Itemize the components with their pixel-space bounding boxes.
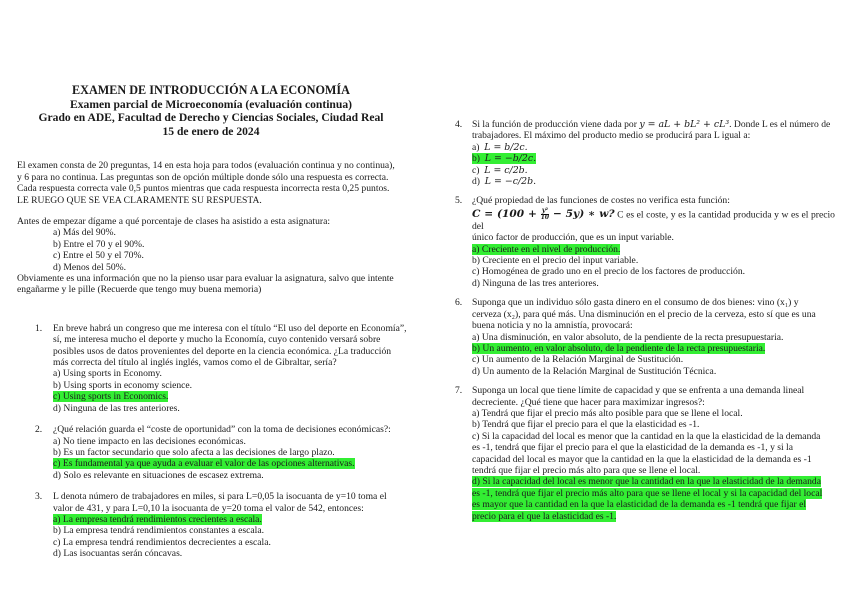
highlighted-answer: a) La empresa tendrá rendimientos crecientes a escala. [53, 513, 262, 525]
highlighted-answer: c) Using sports in Economics. [53, 391, 169, 403]
option-d[interactable] [472, 278, 835, 289]
stem-line: En breve habrá un congreso que me interesa con el título “El uso del deporte en Economía”, [53, 322, 407, 334]
formula-part: C = (100 + [472, 208, 537, 221]
left-column [17, 84, 414, 560]
question-number: 7. [455, 385, 463, 397]
stem-line: posibles usos de datos provenientes del deporte en la ciencia económica. ¿La traducción [53, 345, 392, 357]
option-c[interactable] [472, 266, 835, 277]
option-d-selected[interactable] [472, 476, 835, 522]
option-formula: L = c/2b. [484, 164, 528, 176]
notice-line: Obviamente es una información que no la pienso usar para evaluar la asignatura, salvo que intente [17, 273, 394, 285]
question-stem [472, 195, 835, 243]
question-options [472, 332, 835, 378]
option-b-selected[interactable] [472, 343, 835, 354]
option-text: d) Un aumento de la Relación Marginal de Sustitución Técnica. [472, 365, 717, 377]
option-text: a) Using sports in Economy. [53, 368, 162, 380]
question-6 [455, 297, 835, 377]
option-label: a) [472, 141, 480, 153]
question-3 [17, 491, 414, 559]
option-a[interactable] [53, 368, 414, 379]
stem-line: valor de 431, y para L=0,10 la isocuanta de y=20 toma el valor de 542, entonces: [53, 502, 364, 514]
question-options [472, 142, 835, 188]
stem-line: único factor de producción, que es un input variable. [472, 232, 674, 244]
attendance-notice [17, 273, 414, 296]
highlighted-answer: precio para el que la elasticidad es -1. [472, 510, 617, 522]
option-text: d) Solo es relevante en situaciones de escasez extrema. [53, 469, 264, 481]
option-a[interactable] [472, 332, 835, 343]
fraction-denominator: 10 [540, 213, 550, 221]
stem-line [472, 119, 835, 130]
option-line: es -1, tendrá que fijar el precio para el que la elasticidad de la demanda es -1, y si la [472, 442, 793, 454]
question-stem [472, 297, 835, 331]
exam-subtitle: Examen parcial de Microeconomía (evaluación continua) [70, 97, 352, 111]
option-b[interactable] [53, 447, 414, 458]
question-4 [455, 119, 835, 187]
exam-header [17, 84, 405, 138]
highlighted-answer [472, 153, 536, 164]
instructions-line: El examen consta de 20 preguntas, 14 en esta hoja para todos (evaluación continua y no continua), [17, 160, 395, 172]
option-label: c) [472, 164, 480, 176]
option-line: capacidad del local es mayor que la cantidad en la que la elasticidad de la demanda es -1 [472, 453, 812, 465]
option-d[interactable] [53, 470, 414, 481]
question-stem [472, 385, 835, 408]
option-text: a) Tendrá que fijar el precio más alto posible para que se llene el local. [472, 407, 743, 419]
exam-faculty: Grado en ADE, Facultad de Derecho y Ciencias Sociales, Ciudad Real [38, 111, 384, 125]
highlighted-answer: c) Es fundamental ya que ayuda a evaluar el valor de las opciones alternativas. [53, 458, 355, 470]
question-stem [53, 424, 414, 435]
option-line: tendrá que fijar el precio más alto para que se llene el local. [472, 464, 701, 476]
option-text: d) Ninguna de las tres anteriores. [472, 277, 599, 289]
question-1 [17, 323, 414, 414]
option-b[interactable] [53, 525, 414, 536]
question-7 [455, 385, 835, 522]
option-formula: L = −c/2b. [484, 176, 537, 188]
option-b[interactable] [472, 255, 835, 266]
option-c[interactable] [53, 537, 414, 548]
stem-line: Suponga que un individuo sólo gasta dinero en el consumo de dos bienes: vino (x₁) y [472, 297, 799, 309]
exam-title: EXAMEN DE INTRODUCCIÓN A LA ECONOMÍA [72, 83, 350, 97]
stem-text: . Donde L es el número de [729, 119, 831, 130]
question-options [472, 408, 835, 522]
option-d[interactable] [53, 403, 414, 414]
option-c-selected[interactable] [53, 458, 414, 469]
stem-line [472, 208, 835, 232]
stem-line: buena noticia y no la amnistía, provocará: [472, 320, 633, 332]
instructions-line: y 6 para no continua. Las preguntas son de opción múltiple donde sólo una respuesta es correcta. [17, 171, 389, 183]
highlighted-answer: d) Si la capacidad del local es menor que la cantidad en la que la elasticidad de la demanda [472, 476, 821, 488]
stem-text: C es el coste, y es la cantidad producida y w es el precio del [472, 209, 835, 232]
stem-line: L denota número de trabajadores en miles, si para L=0,05 la isocuanta de y=10 toma el [53, 491, 387, 503]
option-label: d) [472, 176, 480, 188]
question-options [472, 244, 835, 290]
attendance-option-d[interactable]: d) Menos del 50%. [53, 261, 127, 273]
attendance-option-c[interactable]: c) Entre el 50 y el 70%. [53, 250, 144, 262]
option-c[interactable] [472, 354, 835, 365]
notice-line: engañarme y le pille (Recuerde que tengo muy buena memoria) [17, 284, 262, 296]
option-a-selected[interactable] [53, 514, 414, 525]
instructions-line: LE RUEGO QUE SE VEA CLARAMENTE SU RESPUESTA. [17, 194, 262, 206]
question-number: 1. [35, 322, 43, 334]
option-b-selected[interactable] [472, 153, 835, 164]
option-text: c) Un aumento de la Relación Marginal de Sustitución. [472, 354, 684, 366]
option-text: b) La empresa tendrá rendimientos constantes a escala. [53, 525, 264, 537]
stem-line: cerveza (x₂), para qué más. Una disminución en el precio de la cerveza, esto sí que es una [472, 308, 816, 320]
option-a[interactable] [472, 408, 835, 419]
question-stem [472, 119, 835, 142]
option-d[interactable] [472, 366, 835, 377]
option-text: b) Creciente en el precio del input variable. [472, 255, 639, 267]
option-text: c) La empresa tendrá rendimientos decrecientes a escala. [53, 536, 271, 548]
option-text: d) Las isocuantas serán cóncavas. [53, 548, 183, 560]
question-2 [17, 424, 414, 481]
stem-line: ¿Qué propiedad de las funciones de costes no verifica esta función: [472, 195, 730, 207]
option-a[interactable] [472, 142, 835, 153]
option-text: c) Homogénea de grado uno en el precio de los factores de producción. [472, 266, 746, 278]
stem-line: ¿Qué relación guarda el “coste de oportunidad” con la toma de decisiones económicas?: [53, 424, 391, 436]
option-text: a) No tiene impacto en las decisiones económicas. [53, 435, 246, 447]
highlighted-answer: es mayor que la cantidad en la que la elasticidad de la demanda es -1 tendrá que fijar el [472, 499, 807, 511]
cost-formula [472, 208, 615, 220]
attendance-option-b[interactable]: b) Entre el 70 y el 90%. [53, 238, 145, 250]
formula-part: − 5y) ∗ w? [552, 208, 615, 221]
option-a-selected[interactable] [472, 244, 835, 255]
production-formula: y = aL + bL² + cL³ [639, 119, 730, 130]
option-text: b) Es un factor secundario que solo afecta a las decisiones de largo plazo. [53, 446, 335, 458]
option-c[interactable] [472, 431, 835, 477]
stem-line: decreciente. ¿Qué tiene que hacer para maximizar ingresos?: [472, 396, 705, 408]
instructions-line: Cada respuesta correcta vale 0,5 puntos mientras que cada respuesta incorrecta resta 0,25 puntos. [17, 183, 390, 195]
option-formula: L = −b/2c. [484, 153, 537, 165]
attendance-option-a[interactable]: a) Más del 90%. [53, 227, 116, 239]
right-column [455, 119, 835, 522]
fraction-numerator: y² [541, 206, 548, 214]
question-number: 4. [455, 119, 463, 130]
option-line: c) Si la capacidad del local es menor que la cantidad en la que la elasticidad de la demanda [472, 430, 821, 442]
stem-line: trabajadores. El máximo del producto medio se producirá para L igual a: [472, 130, 751, 142]
option-text: b) Tendrá que fijar el precio para el que la elasticidad es -1. [472, 419, 700, 431]
option-d[interactable] [472, 176, 835, 187]
question-number: 6. [455, 297, 463, 309]
question-options [53, 514, 414, 560]
attendance-options [17, 227, 414, 273]
option-b[interactable] [472, 419, 835, 430]
stem-line: más correcta del título al inglés inglés, vamos como el de Gibraltar, sería? [53, 357, 337, 369]
highlighted-answer: es -1, tendrá que fijar el precio más alto para que se llene el local y si la capacidad del local [472, 487, 823, 499]
attendance-question [17, 216, 414, 296]
option-d[interactable] [53, 548, 414, 559]
highlighted-answer: b) Un aumento, en valor absoluto, de la pendiente de la recta presupuestaria. [472, 342, 766, 354]
question-number: 3. [35, 491, 43, 503]
option-text: b) Using sports in economy science. [53, 379, 193, 391]
question-options [53, 436, 414, 482]
option-b[interactable] [53, 380, 414, 391]
option-text: d) Ninguna de las tres anteriores. [53, 402, 180, 414]
exam-instructions [17, 160, 414, 206]
question-5 [455, 195, 835, 289]
option-c-selected[interactable] [53, 391, 414, 402]
option-a[interactable] [53, 436, 414, 447]
option-text: a) Una disminución, en valor absoluto, de la pendiente de la recta presupuestaria. [472, 331, 784, 343]
question-number: 5. [455, 195, 463, 207]
question-number: 2. [35, 424, 43, 436]
stem-line: sí, me interesa mucho el deporte y mucho la Economía, cuyo contenido versará sobre [53, 334, 381, 346]
question-stem [53, 491, 414, 514]
option-label: b) [472, 153, 480, 165]
question-stem [53, 323, 414, 369]
option-formula: L = b/2c. [484, 141, 528, 153]
formula-fraction [541, 208, 549, 221]
attendance-question-text: Antes de empezar dígame a qué porcentaje de clases ha asistido a esta asignatura: [17, 216, 330, 227]
question-options [53, 368, 414, 414]
exam-date: 15 de enero de 2024 [162, 124, 260, 138]
option-c[interactable] [472, 165, 835, 176]
highlighted-answer: a) Creciente en el nivel de producción. [472, 243, 621, 255]
stem-text: Si la función de producción viene dada por [472, 119, 637, 130]
stem-line: Suponga un local que tiene límite de capacidad y que se enfrenta a una demanda lineal [472, 385, 805, 397]
